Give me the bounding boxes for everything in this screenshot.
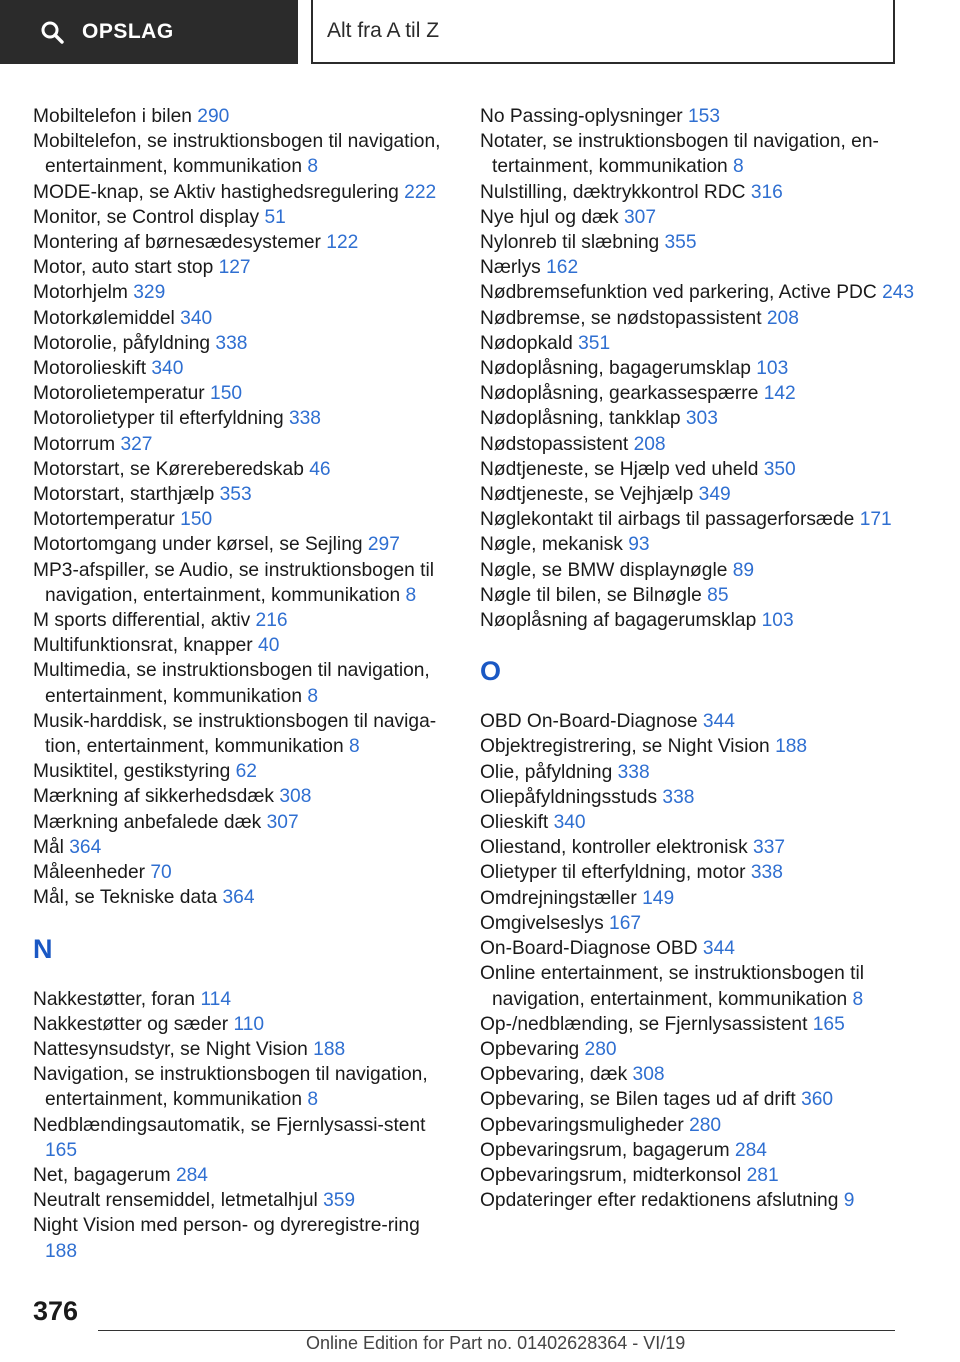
entry-page-link[interactable]: 297 <box>367 534 400 556</box>
entry-page-link[interactable]: 89 <box>732 559 755 581</box>
index-entry <box>33 104 453 129</box>
index-tab[interactable] <box>311 0 895 64</box>
entry-term: OBD On-Board-Diagnose <box>480 711 698 733</box>
index-tab-label: Alt fra A til Z <box>327 19 440 42</box>
entry-term: Nakkestøtter, foran <box>33 988 196 1010</box>
entry-term: Nøgle, se BMW displaynøgle <box>480 559 728 581</box>
entry-term: No Passing-oplysninger <box>480 106 683 127</box>
entry-term: Nye hjul og dæk <box>480 206 619 228</box>
entry-term: Opdateringer efter redaktionens afslutning <box>480 1190 839 1212</box>
right-column <box>480 104 920 1213</box>
index-entry <box>33 406 453 431</box>
index-entry <box>33 1062 453 1112</box>
entry-term: Motorolietemperatur <box>33 383 205 405</box>
entry-page-link[interactable]: 338 <box>750 862 783 884</box>
entry-term: Nøoplåsning af bagagerumsklap <box>480 610 757 632</box>
index-entry <box>480 306 920 331</box>
index-entry <box>33 356 453 381</box>
left-entries-m <box>33 104 453 911</box>
entry-term: Navigation, se instruktionsbogen til navigation, entertainment, kommunikation <box>33 1064 428 1111</box>
index-entry <box>480 961 920 1011</box>
entry-term: Motor, auto start stop <box>33 257 214 279</box>
entry-page-link[interactable]: 316 <box>750 181 783 203</box>
search-tab[interactable] <box>0 0 298 64</box>
entry-page-link[interactable]: 165 <box>45 1139 78 1161</box>
index-entry <box>480 810 920 835</box>
entry-term: Nakkestøtter og sæder <box>33 1013 229 1035</box>
index-entry <box>480 785 920 810</box>
entry-term: Motorolieskift <box>33 358 147 380</box>
entry-page-link[interactable]: 308 <box>279 786 312 808</box>
index-entry <box>33 457 453 482</box>
index-entry <box>480 1188 920 1213</box>
entry-page-link[interactable]: 350 <box>763 458 796 480</box>
entry-term: Motorhjelm <box>33 282 128 304</box>
entry-page-link[interactable]: 70 <box>150 862 172 884</box>
entry-term: Nedblændingsautomatik, se Fjernlysassi-stent <box>33 1114 426 1136</box>
entry-page-link[interactable]: 208 <box>633 433 666 455</box>
entry-term: Nøgle, mekanisk <box>480 534 623 556</box>
entry-page-link[interactable]: 340 <box>553 812 586 834</box>
entry-term: Musiktitel, gestikstyring <box>33 761 231 783</box>
entry-term: Mobiltelefon i bilen <box>33 106 192 127</box>
entry-term: Opbevaring, dæk <box>480 1064 628 1086</box>
entry-page-link[interactable]: 62 <box>235 761 257 783</box>
index-entry <box>33 1188 453 1213</box>
index-entry <box>33 810 453 835</box>
entry-page-link[interactable]: 308 <box>632 1064 665 1086</box>
entry-term: Nulstilling, dæktrykkontrol RDC <box>480 181 746 203</box>
entry-page-link[interactable]: 338 <box>662 786 695 808</box>
index-entry <box>480 886 920 911</box>
index-entry <box>480 331 920 356</box>
entry-page-link[interactable]: 150 <box>210 383 243 405</box>
entry-page-link[interactable]: 171 <box>859 509 892 531</box>
entry-page-link[interactable]: 340 <box>180 307 213 329</box>
entry-page-link[interactable]: 114 <box>200 988 232 1010</box>
entry-page-link[interactable]: 8 <box>852 988 864 1010</box>
index-entry <box>33 306 453 331</box>
index-entry <box>480 835 920 860</box>
entry-term: Olie, påfyldning <box>480 761 613 783</box>
index-entry <box>480 507 920 532</box>
entry-page-link[interactable]: 338 <box>288 408 321 430</box>
index-entry <box>480 180 920 205</box>
entry-term: Nærlys <box>480 257 541 279</box>
index-entry <box>33 432 453 457</box>
entry-term: Online entertainment, se instruktionsbogen til navigation, entertainment, kommunikation <box>480 963 864 1010</box>
index-entry <box>33 987 453 1012</box>
entry-page-link[interactable]: 8 <box>348 736 360 758</box>
entry-page-link[interactable]: 142 <box>763 383 796 405</box>
entry-term: Olieskift <box>480 812 549 834</box>
index-entry <box>480 255 920 280</box>
entry-term: Nødstopassistent <box>480 433 629 455</box>
entry-term: Mål <box>33 836 64 858</box>
entry-page-link[interactable]: 127 <box>218 257 251 279</box>
entry-term: Nøgle til bilen, se Bilnøgle <box>480 584 702 606</box>
entry-term: Nødoplåsning, tankklap <box>480 408 681 430</box>
entry-page-link[interactable]: 355 <box>664 232 697 254</box>
index-entry <box>33 860 453 885</box>
index-entry <box>480 1062 920 1087</box>
index-entry <box>33 1213 453 1263</box>
index-entry <box>33 205 453 230</box>
index-entry <box>33 558 453 608</box>
entry-term: Night Vision med person- og dyreregistre-ring <box>33 1215 420 1237</box>
entry-term: Motorrum <box>33 433 116 455</box>
entry-page-link[interactable]: 329 <box>133 282 166 304</box>
right-entries-n <box>480 104 920 633</box>
left-entries-n <box>33 987 453 1264</box>
entry-term: Motorstart, starthjælp <box>33 484 215 506</box>
entry-term: Multifunktionsrat, knapper <box>33 635 253 657</box>
index-entry <box>33 381 453 406</box>
section-letter-o: O <box>480 656 502 687</box>
index-entry <box>33 507 453 532</box>
index-entry <box>480 1113 920 1138</box>
index-entry <box>480 1138 920 1163</box>
entry-page-link[interactable]: 307 <box>266 811 299 833</box>
index-entry <box>480 760 920 785</box>
entry-page-link[interactable]: 284 <box>734 1139 767 1161</box>
entry-page-link[interactable]: 364 <box>69 836 102 858</box>
footer-edition: Online Edition for Part no. 01402628364 - VI/19 <box>306 1333 686 1353</box>
entry-term: Opbevaring <box>480 1038 580 1060</box>
index-entry <box>33 482 453 507</box>
entry-page-link[interactable]: 9 <box>843 1190 855 1212</box>
entry-page-link[interactable]: 303 <box>685 408 718 430</box>
index-entry <box>480 129 920 179</box>
index-entry <box>480 381 920 406</box>
entry-term: Nødbremse, se nødstopassistent <box>480 307 762 329</box>
entry-term: Nattesynsudstyr, se Night Vision <box>33 1038 308 1060</box>
index-entry <box>480 608 920 633</box>
index-entry <box>480 936 920 961</box>
index-entry <box>33 255 453 280</box>
entry-term: Nødbremsefunktion ved parkering, Active PDC <box>480 282 877 304</box>
index-entry <box>33 633 453 658</box>
entry-page-link[interactable]: 337 <box>753 837 786 859</box>
entry-term: Mærkning af sikkerhedsdæk <box>33 786 275 808</box>
entry-page-link[interactable]: 338 <box>215 332 248 354</box>
entry-page-link[interactable]: 150 <box>180 509 213 531</box>
entry-page-link[interactable]: 153 <box>687 106 720 127</box>
index-entry <box>33 835 453 860</box>
entry-term: Olietyper til efterfyldning, motor <box>480 862 746 884</box>
entry-term: On-Board-Diagnose OBD <box>480 938 698 960</box>
entry-page-link[interactable]: 360 <box>801 1089 834 1111</box>
index-entry <box>33 784 453 809</box>
index-entry <box>33 230 453 255</box>
entry-term: Montering af børnesædesystemer <box>33 232 321 254</box>
entry-term: Opbevaring, se Bilen tages ud af drift <box>480 1089 796 1111</box>
index-entry <box>480 734 920 759</box>
entry-term: MODE-knap, se Aktiv hastighedsregulering <box>33 181 399 203</box>
entry-term: Nødtjeneste, se Hjælp ved uheld <box>480 458 759 480</box>
entry-term: Mærkning anbefalede dæk <box>33 811 262 833</box>
index-entry <box>33 759 453 784</box>
entry-term: Nødoplåsning, gearkassespærre <box>480 383 759 405</box>
entry-term: Motortomgang under kørsel, se Sejling <box>33 534 363 556</box>
entry-page-link[interactable]: 103 <box>756 358 789 380</box>
index-entry <box>33 658 453 708</box>
entry-page-link[interactable]: 280 <box>689 1114 722 1136</box>
footer-divider <box>98 1330 895 1331</box>
search-tab-label: OPSLAG <box>82 20 174 43</box>
entry-page-link[interactable]: 222 <box>404 181 437 203</box>
index-entry <box>480 911 920 936</box>
entry-term: Opbevaringsmuligheder <box>480 1114 684 1136</box>
entry-page-link[interactable]: 188 <box>775 736 808 758</box>
index-entry <box>480 104 920 129</box>
entry-term: Motorolietyper til efterfyldning <box>33 408 284 430</box>
entry-term: Net, bagagerum <box>33 1164 171 1186</box>
entry-term: Objektregistrering, se Night Vision <box>480 736 770 758</box>
entry-term: Musik-harddisk, se instruktionsbogen til naviga-tion, entertainment, kommunikation <box>33 710 437 758</box>
entry-term: Omdrejningstæller <box>480 887 637 909</box>
index-entry <box>33 129 453 179</box>
entry-page-link[interactable]: 51 <box>264 206 286 228</box>
left-column <box>33 104 453 1264</box>
index-entry <box>33 1163 453 1188</box>
entry-term: Neutralt rensemiddel, letmetalhjul <box>33 1190 318 1212</box>
entry-page-link[interactable]: 307 <box>624 206 657 228</box>
index-entry <box>480 709 920 734</box>
entry-page-link[interactable]: 338 <box>617 761 650 783</box>
entry-term: M sports differential, aktiv <box>33 610 251 632</box>
index-entry <box>33 1113 453 1163</box>
entry-page-link[interactable]: 353 <box>219 484 252 506</box>
entry-term: Mobiltelefon, se instruktionsbogen til navigation, entertainment, kommunikation <box>33 131 441 178</box>
entry-term: Omgivelseslys <box>480 912 604 934</box>
section-letter-n: N <box>33 933 53 964</box>
entry-page-link[interactable]: 284 <box>175 1164 208 1186</box>
entry-page-link[interactable]: 85 <box>707 584 729 606</box>
entry-page-link[interactable]: 8 <box>307 1089 319 1111</box>
index-entry <box>480 860 920 885</box>
index-entry <box>33 280 453 305</box>
entry-page-link[interactable]: 46 <box>309 458 331 480</box>
index-entry <box>480 558 920 583</box>
search-icon <box>40 20 64 44</box>
right-entries-o <box>480 709 920 1213</box>
entry-page-link[interactable]: 243 <box>882 282 915 304</box>
entry-page-link[interactable]: 208 <box>766 307 799 329</box>
entry-term: Måleenheder <box>33 862 146 884</box>
entry-page-link[interactable]: 122 <box>326 232 359 254</box>
entry-term: Oliestand, kontroller elektronisk <box>480 837 748 859</box>
index-entry <box>480 205 920 230</box>
entry-term: Monitor, se Control display <box>33 206 260 228</box>
entry-page-link[interactable]: 103 <box>761 610 794 632</box>
entry-page-link[interactable]: 40 <box>258 635 280 657</box>
entry-page-link[interactable]: 281 <box>746 1164 779 1186</box>
index-entry <box>33 532 453 557</box>
entry-page-link[interactable]: 340 <box>151 358 184 380</box>
entry-page-link[interactable]: 280 <box>584 1038 617 1060</box>
entry-page-link[interactable]: 110 <box>233 1013 265 1035</box>
entry-page-link[interactable]: 149 <box>642 887 675 909</box>
entry-page-link[interactable]: 290 <box>197 106 230 127</box>
entry-page-link[interactable]: 344 <box>702 938 735 960</box>
entry-term: Notater, se instruktionsbogen til navigation, en-tertainment, kommunikation <box>480 131 879 178</box>
entry-page-link[interactable]: 8 <box>307 156 319 178</box>
page-number: 376 <box>33 1296 79 1326</box>
index-entry <box>480 230 920 255</box>
index-entry <box>33 1037 453 1062</box>
entry-term: Motortemperatur <box>33 509 175 531</box>
index-entry <box>480 406 920 431</box>
entry-term: Multimedia, se instruktionsbogen til navigation, entertainment, kommunikation <box>33 660 430 707</box>
entry-page-link[interactable]: 8 <box>307 685 319 707</box>
entry-term: Nylonreb til slæbning <box>480 232 660 254</box>
entry-page-link[interactable]: 188 <box>45 1240 78 1262</box>
entry-term: Oliepåfyldningsstuds <box>480 786 658 808</box>
entry-page-link[interactable]: 344 <box>702 711 735 733</box>
entry-term: Opbevaringsrum, bagagerum <box>480 1139 730 1161</box>
index-entry <box>33 885 453 910</box>
index-entry <box>480 1037 920 1062</box>
entry-page-link[interactable]: 351 <box>578 332 611 354</box>
index-entry <box>480 1012 920 1037</box>
entry-page-link[interactable]: 93 <box>628 534 650 556</box>
index-entry <box>480 457 920 482</box>
index-entry <box>480 280 920 305</box>
entry-page-link[interactable]: 349 <box>698 484 731 506</box>
index-entry <box>480 532 920 557</box>
entry-term: Motorolie, påfyldning <box>33 332 211 354</box>
entry-term: Mål, se Tekniske data <box>33 887 218 909</box>
index-entry <box>33 331 453 356</box>
entry-page-link[interactable]: 359 <box>323 1190 356 1212</box>
index-entry <box>480 432 920 457</box>
entry-page-link[interactable]: 167 <box>609 912 642 934</box>
entry-term: Nøglekontakt til airbags til passagerforsæde <box>480 509 855 531</box>
index-entry <box>480 583 920 608</box>
entry-page-link[interactable]: 364 <box>222 887 255 909</box>
entry-page-link[interactable]: 8 <box>733 156 744 178</box>
entry-page-link[interactable]: 8 <box>405 584 417 606</box>
entry-term: Nødoplåsning, bagagerumsklap <box>480 358 751 380</box>
entry-term: MP3-afspiller, se Audio, se instruktionsbogen til navigation, entertainment, kommunikation <box>33 559 435 606</box>
entry-term: Motorstart, se Kørereberedskab <box>33 458 304 480</box>
entry-term: Op-/nedblænding, se Fjernlysassistent <box>480 1013 808 1035</box>
index-entry <box>33 608 453 633</box>
entry-term: Nødopkald <box>480 332 573 354</box>
index-entry <box>480 356 920 381</box>
index-entry <box>33 709 453 759</box>
entry-page-link[interactable]: 162 <box>546 257 579 279</box>
entry-term: Opbevaringsrum, midterkonsol <box>480 1164 742 1186</box>
index-entry <box>480 1087 920 1112</box>
index-entry <box>33 1012 453 1037</box>
index-entry <box>480 1163 920 1188</box>
entry-page-link[interactable]: 327 <box>120 433 153 455</box>
entry-page-link[interactable]: 216 <box>255 610 288 632</box>
entry-term: Nødtjeneste, se Vejhjælp <box>480 484 694 506</box>
entry-page-link[interactable]: 165 <box>812 1013 845 1035</box>
entry-term: Motorkølemiddel <box>33 307 175 329</box>
index-entry <box>480 482 920 507</box>
entry-page-link[interactable]: 188 <box>313 1038 346 1060</box>
index-entry <box>33 180 453 205</box>
